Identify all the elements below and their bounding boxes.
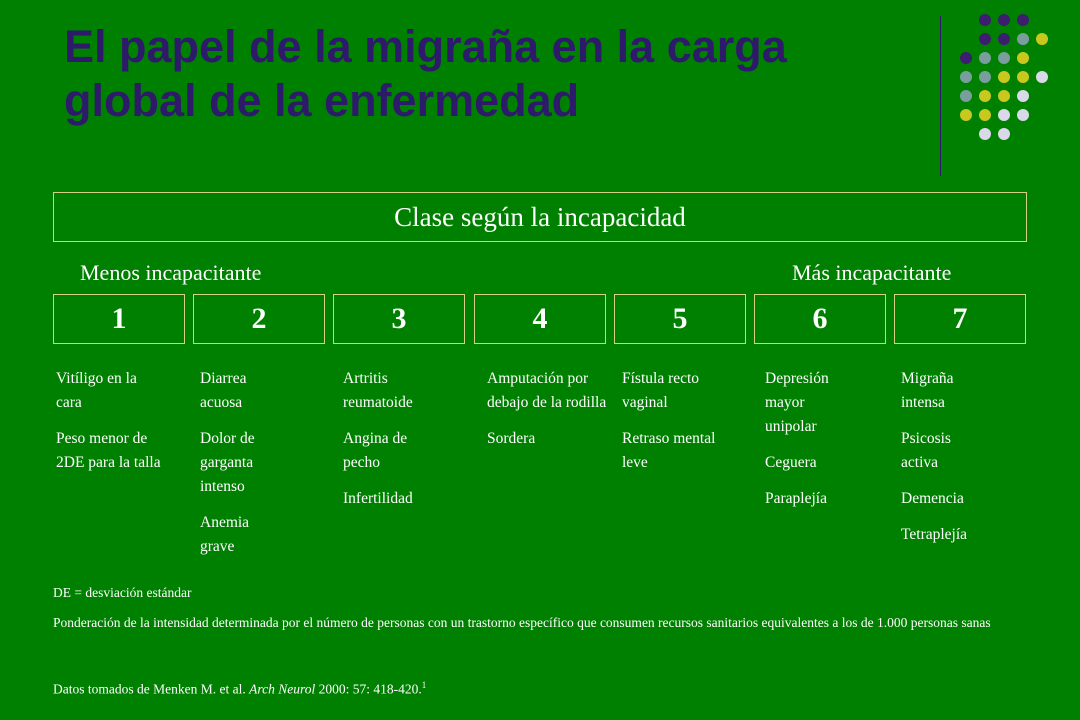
class-7-box: 7 (894, 294, 1026, 344)
condition-item: Sordera (487, 430, 536, 447)
condition-item: Dolor de garganta intenso (200, 430, 255, 495)
less-disabling-label: Menos incapacitante (80, 260, 262, 285)
decorative-dot (998, 90, 1010, 102)
condition-item: Paraplejía (765, 490, 827, 507)
class-5-box: 5 (614, 294, 746, 344)
decorative-dot (979, 52, 991, 64)
decorative-dot (998, 128, 1010, 140)
class-3-box: 3 (333, 294, 465, 344)
source-citation (53, 674, 1013, 701)
condition-item: Fístula recto vaginal (622, 370, 700, 411)
condition-item: Infertilidad (343, 490, 413, 507)
decorative-dot (1036, 33, 1048, 45)
decorative-dot (1017, 109, 1029, 121)
condition-item: Psicosis activa (901, 430, 951, 471)
decorative-dot (979, 128, 991, 140)
decorative-dot (998, 109, 1010, 121)
decorative-dot (1017, 14, 1029, 26)
decorative-dot (1036, 71, 1048, 83)
class-2-conditions (200, 367, 285, 571)
class-5-conditions (622, 367, 737, 487)
source-journal: Arch Neurol (249, 681, 316, 697)
condition-item: Peso menor de 2DE para la talla (56, 430, 161, 471)
decorative-dot (979, 109, 991, 121)
decorative-dot (1017, 71, 1029, 83)
decorative-dot (1017, 52, 1029, 64)
condition-item: Ceguera (765, 454, 817, 471)
decorative-dot (960, 109, 972, 121)
decorative-dot (1017, 33, 1029, 45)
decorative-dot (979, 33, 991, 45)
decorative-dot-grid (960, 14, 1060, 159)
class-4-box: 4 (474, 294, 606, 344)
condition-item: Angina de pecho (343, 430, 408, 471)
condition-item: Demencia (901, 490, 964, 507)
decorative-dot (960, 52, 972, 64)
source-reference: 1 (421, 680, 427, 690)
decorative-dot (979, 14, 991, 26)
decorative-dot (960, 90, 972, 102)
class-6-conditions (765, 367, 860, 523)
condition-item: Migraña intensa (901, 370, 954, 411)
abbreviation-footnote: DE = desviación estándar (53, 585, 192, 600)
decorative-dot (960, 71, 972, 83)
condition-item: Tetraplejía (901, 526, 968, 543)
decorative-dot (998, 33, 1010, 45)
decorative-dot (979, 90, 991, 102)
condition-item: Diarrea acuosa (200, 370, 247, 411)
weighting-footnote: Ponderación de la intensidad determinada por el número de personas con un trastorno específico que consumen recursos sanitarios equivalentes a los de 1.000 personas sanas (53, 615, 991, 630)
class-1-conditions (56, 367, 166, 487)
slide-title: El papel de la migraña en la carga global de la enfermedad (64, 21, 787, 126)
class-4-conditions (487, 367, 607, 463)
condition-item: Depresión mayor unipolar (765, 370, 829, 435)
decorative-dot (998, 14, 1010, 26)
condition-item: Retraso mental leve (622, 430, 716, 471)
condition-item: Amputación por debajo de la rodilla (487, 370, 607, 411)
class-6-box: 6 (754, 294, 886, 344)
class-2-box: 2 (193, 294, 325, 344)
decorative-dot (979, 71, 991, 83)
decorative-dot (1017, 90, 1029, 102)
condition-item: Artritis reumatoide (343, 370, 413, 411)
class-3-conditions (343, 367, 448, 523)
disability-class-header: Clase según la incapacidad (53, 192, 1027, 242)
class-7-conditions (901, 367, 991, 559)
decorative-dot (998, 71, 1010, 83)
class-1-box: 1 (53, 294, 185, 344)
source-prefix: Datos tomados de Menken M. et al. (53, 681, 250, 697)
condition-item: Vitíligo en la cara (56, 370, 137, 411)
source-suffix: 2000: 57: 418-420. (315, 681, 422, 697)
title-divider-line (940, 16, 941, 176)
more-disabling-label: Más incapacitante (792, 260, 952, 285)
condition-item: Anemia grave (200, 514, 250, 555)
decorative-dot (998, 52, 1010, 64)
